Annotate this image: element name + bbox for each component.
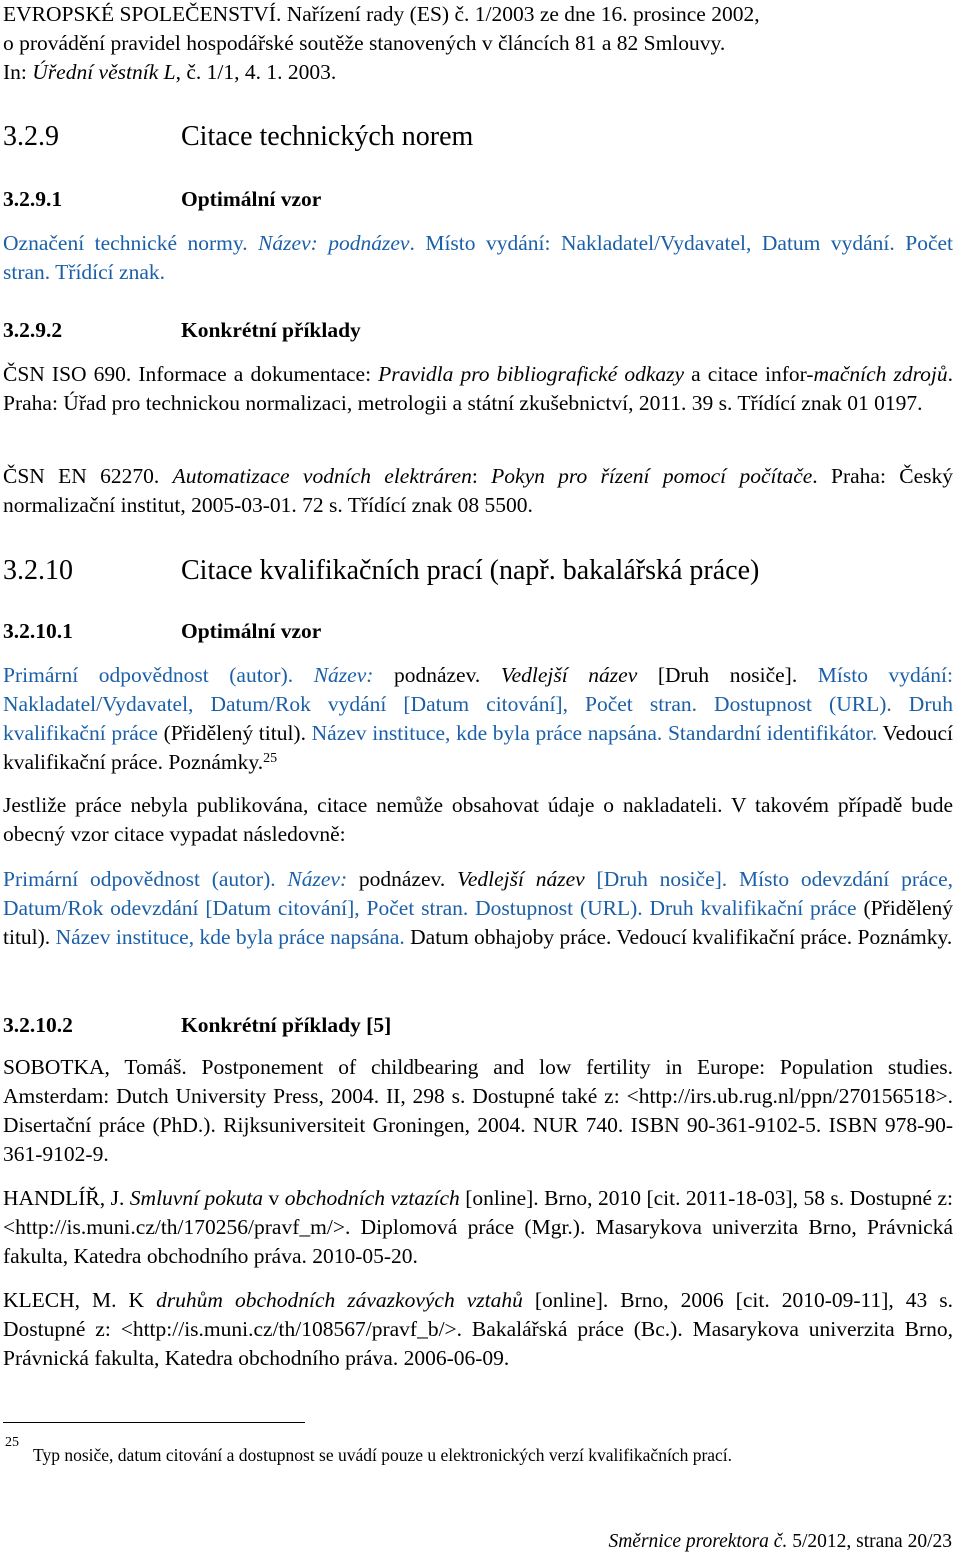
citation-pattern: Primární odpovědnost (autor). Název: podnázev. Vedlejší název [Druh nosiče]. Místo vydání: Nakladatel/Vydavatel, Datum/Rok vydání [Datum citování], Počet stran. Dostupnost (URL). Druh kvalifikační práce (Přidělený titul). Název instituce, kde byla práce napsána. Standardní identifikátor. Vedoucí kvalifikační práce. Poznámky.$^{25}$ bbox=[3, 663, 953, 774]
footnote-ref: 25 bbox=[263, 751, 278, 766]
footnote-number: 25 bbox=[5, 1435, 19, 1450]
paragraph: Jestliže práce nebyla publikována, citace nemůže obsahovat údaje o nakladateli. V takovém případě bude obecný vzor citace vypadat následovně: bbox=[3, 793, 953, 846]
reference-line: o provádění pravidel hospodářské soutěže stanovených v článcích 81 a 82 Smlouvy. bbox=[3, 31, 726, 55]
footnote-separator bbox=[3, 1422, 305, 1423]
subsection-heading: 3.2.10.2 Konkrétní příklady [5] bbox=[3, 1013, 392, 1037]
citation-pattern: Primární odpovědnost (autor). Název: podnázev. Vedlejší název [Druh nosiče]. Místo odevzdání práce, Datum/Rok odevzdání [Datum citování], Počet stran. Dostupnost (URL). Druh kvalifikační práce (Přidělený titul). Název instituce, kde byla práce napsána. Datum obhajoby práce. Vedoucí kvalifikační práce. Poznámky. bbox=[3, 867, 953, 949]
subsection-heading: 3.2.9.2 Konkrétní příklady bbox=[3, 318, 361, 342]
example-citation: KLECH, M. K druhům obchodních závazkových vztahů [online]. Brno, 2006 [cit. 2010-09-11], 43 s. Dostupné z: <http://is.muni.cz/th/108567/pravf_b/>. Bakalářská práce (Bc.). Masarykova univerzita Brno, Právnická fakulta, Katedra obchodního práva. 2006-06-09. bbox=[3, 1288, 953, 1370]
section-heading: 3.2.10 Citace kvalifikačních prací (např. bakalářská práce) bbox=[3, 555, 760, 586]
example-citation: SOBOTKA, Tomáš. Postponement of childbearing and low fertility in Europe: Population studies. Amsterdam: Dutch University Press, 2004. II, 298 s. Dostupné také z: <http://irs.ub.rug.nl/ppn/270156518>. Disertační práce (PhD.). Rijksuniversiteit Groningen, 2004. NUR 740. ISBN 90-361-9102-5. ISBN 978-90-361-9102-9. bbox=[3, 1055, 954, 1166]
reference-line: EVROPSKÉ SPOLEČENSTVÍ. Nařízení rady (ES) č. 1/2003 ze dne 16. prosince 2002, bbox=[3, 2, 760, 26]
reference-line: In: Úřední věstník L, č. 1/1, 4. 1. 2003. bbox=[3, 60, 337, 84]
subsection-heading: 3.2.9.1 Optimální vzor bbox=[3, 187, 322, 211]
example-citation: ČSN EN 62270. Automatizace vodních elektráren: Pokyn pro řízení pomocí počítače. Praha: Český normalizační institut, 2005-03-01. 72 s. Třídící znak 08 5500. bbox=[3, 464, 953, 517]
section-heading: 3.2.9 Citace technických norem bbox=[3, 121, 474, 152]
subsection-heading: 3.2.10.1 Optimální vzor bbox=[3, 619, 322, 643]
citation-pattern: Označení technické normy. Název: podnázev. Místo vydání: Nakladatel/Vydavatel, Datum vydání. Počet stran. Třídící znak. bbox=[3, 231, 954, 284]
example-citation: ČSN ISO 690. Informace a dokumentace: Pravidla pro bibliografické odkazy a citace infor-mačních zdrojů. Praha: Úřad pro technickou normalizaci, metrologii a státní zkušebnictví, 2011. 39 s. Třídící znak 01 0197. bbox=[3, 362, 954, 415]
example-citation: HANDLÍŘ, J. Smluvní pokuta v obchodních vztazích [online]. Brno, 2010 [cit. 2011-18-03], 58 s. Dostupné z: <http://is.muni.cz/th/170256/pravf_m/>. Diplomová práce (Mgr.). Masarykova univerzita Brno, Právnická fakulta, Katedra obchodního práva. 2010-05-20. bbox=[3, 1186, 954, 1268]
page-footer: Směrnice prorektora č. 5/2012, strana 20/23 bbox=[608, 1531, 952, 1552]
footnote-text: Typ nosiče, datum citování a dostupnost se uvádí pouze u elektronických verzí kvalifikačních prací. bbox=[33, 1445, 733, 1465]
